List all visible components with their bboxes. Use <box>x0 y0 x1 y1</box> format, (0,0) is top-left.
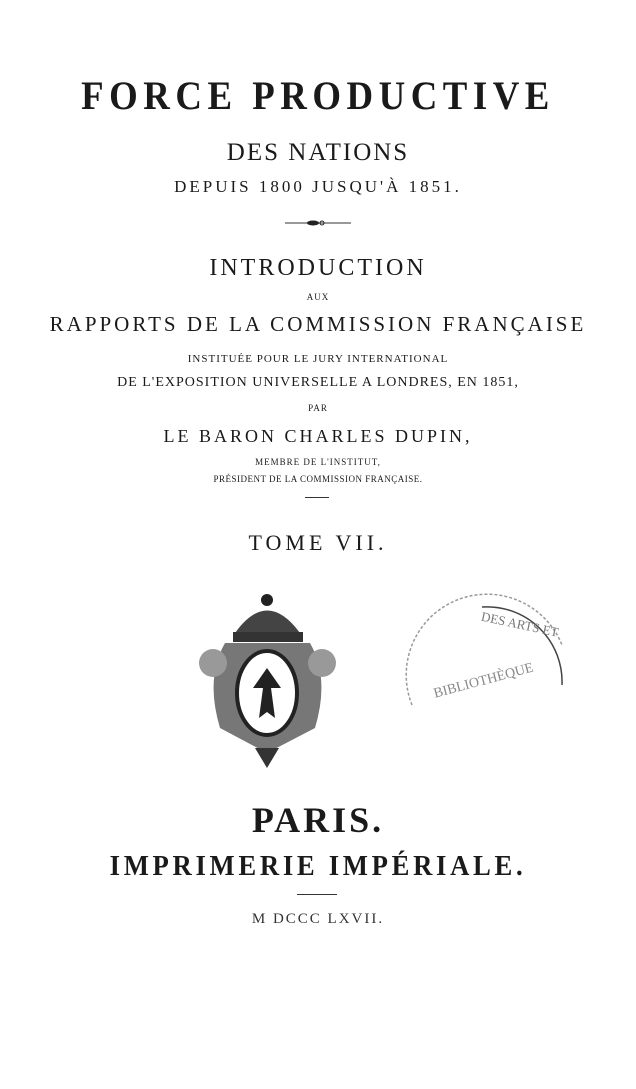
exposition-line: DE L'EXPOSITION UNIVERSELLE A LONDRES, EN 1851, <box>117 375 519 390</box>
book-title: FORCE PRODUCTIVE <box>81 73 555 118</box>
period: DEPUIS 1800 JUSQU'À 1851. <box>174 177 462 196</box>
author-role-2: PRÉSIDENT DE LA COMMISSION FRANÇAISE. <box>213 474 423 484</box>
heading: INTRODUCTION <box>209 255 427 281</box>
author: LE BARON CHARLES DUPIN, <box>163 426 473 446</box>
divider <box>305 497 329 498</box>
book-subtitle: DES NATIONS <box>226 139 410 166</box>
publisher: IMPRIMERIE IMPÉRIALE. <box>109 850 527 882</box>
aux-text: AUX <box>306 292 330 302</box>
imperial-coat-of-arms-emblem <box>195 588 340 773</box>
divider <box>297 894 337 895</box>
stamp-center-text: BIBLIOTHÈQUE <box>432 660 536 702</box>
instituee-line: INSTITUÉE POUR LE JURY INTERNATIONAL <box>187 353 449 365</box>
tome: TOME VII. <box>248 530 388 555</box>
par-text: PAR <box>308 403 328 413</box>
author-role-1: MEMBRE DE L'INSTITUT, <box>255 457 381 467</box>
stamp-top-text: DES ARTS ET <box>479 608 560 640</box>
ornament-divider <box>285 219 351 227</box>
publication-year: M DCCC LXVII. <box>251 911 385 927</box>
rapports-line: RAPPORTS DE LA COMMISSION FRANÇAISE <box>49 312 587 336</box>
library-stamp <box>392 585 572 720</box>
city: PARIS. <box>251 800 385 840</box>
